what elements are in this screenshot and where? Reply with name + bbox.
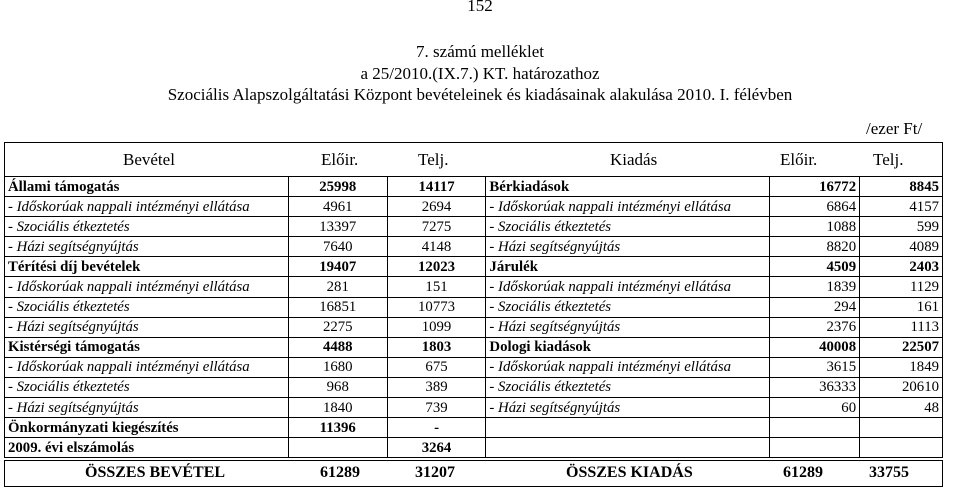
revenue-plan: 7640: [288, 237, 387, 257]
revenue-plan: 13397: [288, 217, 387, 237]
table-row: [5, 237, 943, 257]
table-row: [5, 297, 943, 317]
total-revenue-plan: 61289: [320, 464, 360, 481]
header-actual-revenue: Telj.: [418, 150, 449, 169]
revenue-item: - Szociális étkeztetés: [5, 217, 289, 237]
expense-actual: 48: [860, 398, 943, 418]
table-row: [5, 277, 943, 297]
expense-plan: 8820: [770, 237, 860, 257]
table-row: [5, 357, 943, 377]
table-row: [5, 217, 943, 237]
table-row: [5, 398, 943, 418]
revenue-item: - Időskorúak nappali intézményi ellátása: [5, 197, 289, 217]
table-row: [5, 177, 943, 197]
table-row: [5, 257, 943, 277]
expense-plan: 2376: [770, 317, 860, 337]
revenue-actual: 14117: [387, 177, 486, 197]
expense-item: [486, 438, 770, 458]
header-expense: Kiadás: [610, 150, 658, 169]
expense-item: - Házi segítségnyújtás: [486, 398, 770, 418]
expense-item: Dologi kiadások: [486, 337, 770, 357]
budget-table: [4, 176, 943, 458]
revenue-actual: 3264: [387, 438, 486, 458]
expense-item: [486, 418, 770, 438]
expense-plan: 36333: [770, 377, 860, 397]
expense-item: - Időskorúak nappali intézményi ellátása: [486, 357, 770, 377]
revenue-actual: 675: [387, 357, 486, 377]
expense-item: - Szociális étkeztetés: [486, 377, 770, 397]
page-number: 152: [467, 0, 493, 15]
table-row: [5, 317, 943, 337]
table-row: [5, 418, 943, 438]
expense-plan: 1839: [770, 277, 860, 297]
revenue-item: - Időskorúak nappali intézményi ellátása: [5, 357, 289, 377]
expense-actual: 20610: [860, 377, 943, 397]
expense-actual: 1849: [860, 357, 943, 377]
expense-item: - Házi segítségnyújtás: [486, 317, 770, 337]
revenue-plan: 281: [288, 277, 387, 297]
expense-plan: 294: [770, 297, 860, 317]
expense-actual: [860, 438, 943, 458]
revenue-item: 2009. évi elszámolás: [5, 438, 289, 458]
annex-title: 7. számú melléklet: [416, 42, 544, 61]
expense-plan: [770, 438, 860, 458]
table-row: [5, 377, 943, 397]
revenue-actual: 389: [387, 377, 486, 397]
revenue-actual: 10773: [387, 297, 486, 317]
revenue-item: - Házi segítségnyújtás: [5, 237, 289, 257]
expense-plan: 4509: [770, 257, 860, 277]
revenue-plan: 2275: [288, 317, 387, 337]
revenue-item: - Időskorúak nappali intézményi ellátása: [5, 277, 289, 297]
revenue-actual: 1803: [387, 337, 486, 357]
totals-row: [4, 460, 943, 487]
expense-item: - Házi segítségnyújtás: [486, 237, 770, 257]
revenue-actual: 1099: [387, 317, 486, 337]
revenue-plan: 968: [288, 377, 387, 397]
revenue-plan: 16851: [288, 297, 387, 317]
table-row: [5, 438, 943, 458]
total-expense-label: ÖSSZES KIADÁS: [566, 464, 693, 481]
expense-plan: 6864: [770, 197, 860, 217]
revenue-plan: 1840: [288, 398, 387, 418]
expense-item: - Szociális étkeztetés: [486, 297, 770, 317]
expense-actual: 599: [860, 217, 943, 237]
revenue-item: Térítési díj bevételek: [5, 257, 289, 277]
expense-item: Bérkiadások: [486, 177, 770, 197]
expense-plan: [770, 418, 860, 438]
expense-actual: [860, 418, 943, 438]
revenue-plan: [288, 438, 387, 458]
revenue-item: - Szociális étkeztetés: [5, 297, 289, 317]
total-expense-plan: 61289: [783, 464, 823, 481]
revenue-plan: 25998: [288, 177, 387, 197]
expense-actual: 4157: [860, 197, 943, 217]
expense-plan: 3615: [770, 357, 860, 377]
expense-item: - Időskorúak nappali intézményi ellátása: [486, 277, 770, 297]
revenue-actual: 2694: [387, 197, 486, 217]
revenue-item: - Házi segítségnyújtás: [5, 398, 289, 418]
revenue-actual: 739: [387, 398, 486, 418]
revenue-plan: 19407: [288, 257, 387, 277]
expense-plan: 1088: [770, 217, 860, 237]
revenue-actual: 4148: [387, 237, 486, 257]
expense-item: - Szociális étkeztetés: [486, 217, 770, 237]
revenue-actual: 151: [387, 277, 486, 297]
report-title: Szociális Alapszolgáltatási Központ bevételeinek és kiadásainak alakulása 2010. I. félévben: [167, 85, 793, 104]
header-plan-revenue: Előir.: [321, 150, 359, 169]
revenue-item: Állami támogatás: [5, 177, 289, 197]
revenue-plan: 1680: [288, 357, 387, 377]
expense-actual: 2403: [860, 257, 943, 277]
revenue-item: - Szociális étkeztetés: [5, 377, 289, 397]
expense-actual: 8845: [860, 177, 943, 197]
total-revenue-label: ÖSSZES BEVÉTEL: [85, 464, 226, 481]
revenue-actual: -: [387, 418, 486, 438]
expense-actual: 4089: [860, 237, 943, 257]
revenue-plan: 4961: [288, 197, 387, 217]
table-row: [5, 197, 943, 217]
document-titles: [0, 41, 960, 106]
expense-plan: 40008: [770, 337, 860, 357]
revenue-item: - Házi segítségnyújtás: [5, 317, 289, 337]
table-row: [5, 337, 943, 357]
expense-actual: 1113: [860, 317, 943, 337]
budget-table-body: [5, 177, 943, 458]
total-expense-actual: 33755: [869, 464, 909, 481]
expense-item: Járulék: [486, 257, 770, 277]
revenue-plan: 4488: [288, 337, 387, 357]
header-plan-expense: Előir.: [780, 150, 818, 169]
revenue-actual: 7275: [387, 217, 486, 237]
unit-label: /ezer Ft/: [866, 119, 923, 138]
table-header: [4, 142, 943, 176]
expense-plan: 16772: [770, 177, 860, 197]
revenue-item: Kistérségi támogatás: [5, 337, 289, 357]
header-revenue: Bevétel: [123, 150, 175, 169]
resolution-reference: a 25/2010.(IX.7.) KT. határozathoz: [360, 63, 600, 83]
revenue-plan: 11396: [288, 418, 387, 438]
revenue-item: Önkormányzati kiegészítés: [5, 418, 289, 438]
total-revenue-actual: 31207: [415, 464, 455, 481]
header-actual-expense: Telj.: [873, 150, 904, 169]
expense-plan: 60: [770, 398, 860, 418]
expense-actual: 22507: [860, 337, 943, 357]
expense-actual: 161: [860, 297, 943, 317]
revenue-actual: 12023: [387, 257, 486, 277]
expense-actual: 1129: [860, 277, 943, 297]
expense-item: - Időskorúak nappali intézményi ellátása: [486, 197, 770, 217]
